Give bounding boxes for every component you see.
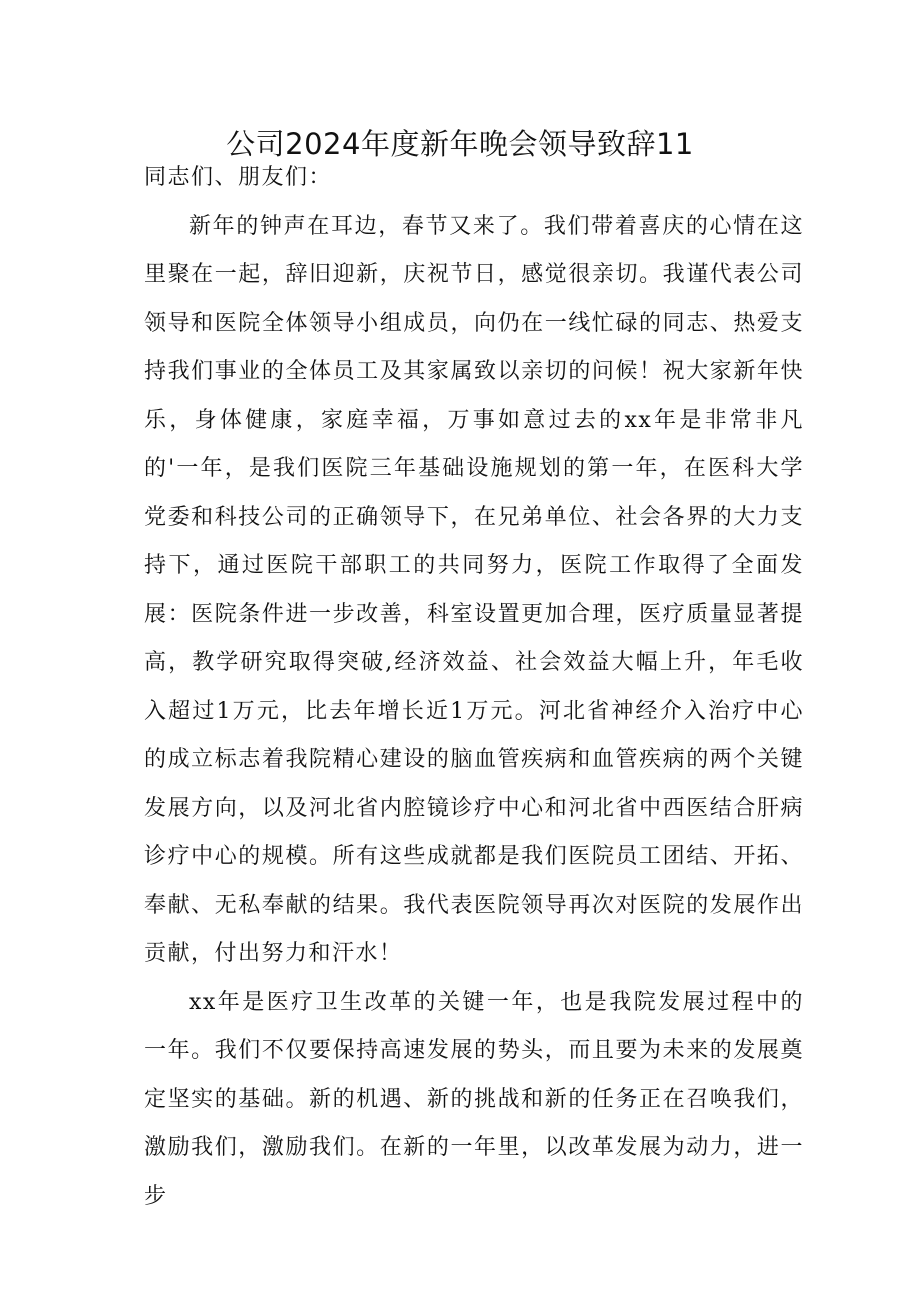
document-title: 公司2024年度新年晚会领导致辞11: [226, 127, 694, 161]
paragraph-1: 新年的钟声在耳边，春节又来了。我们带着喜庆的心情在这里聚在一起，辞旧迎新，庆祝节日，感觉很亲切。我谨代表公司领导和医院全体领导小组成员，向仍在一线忙碌的同志、热爱支持我们事业的全体员工及其家属致以亲切的问候！祝大家新年快乐，身体健康，家庭幸福，万事如意过去的xx年是非常非凡的'一年，是我们医院三年基础设施规划的第一年，在医科大学党委和科技公司的正确领导下，在兄弟单位、社会各界的大力支持下，通过医院干部职工的共同努力，医院工作取得了全面发展：医院条件进一步改善，科室设置更加合理，医疗质量显著提高，教学研究取得突破,经济效益、社会效益大幅上升，年毛收入超过1万元，比去年增长近1万元。河北省神经介入治疗中心的成立标志着我院精心建设的脑血管疾病和血管疾病的两个关键发展方向，以及河北省内腔镜诊疗中心和河北省中西医结合肝病诊疗中心的规模。所有这些成就都是我们医院员工团结、开拓、奉献、无私奉献的结果。我代表医院领导再次对医院的发展作出贡献，付出努力和汗水！: [144, 213, 804, 966]
paragraph-2: xx年是医疗卫生改革的关键一年，也是我院发展过程中的一年。我们不仅要保持高速发展的势头，而且要为未来的发展奠定坚实的基础。新的机遇、新的挑战和新的任务正在召唤我们，激励我们，激励我们。在新的一年里，以改革发展为动力，进一步: [144, 989, 804, 1209]
document-body: [144, 154, 804, 1221]
salutation: 同志们、朋友们：: [144, 165, 333, 190]
